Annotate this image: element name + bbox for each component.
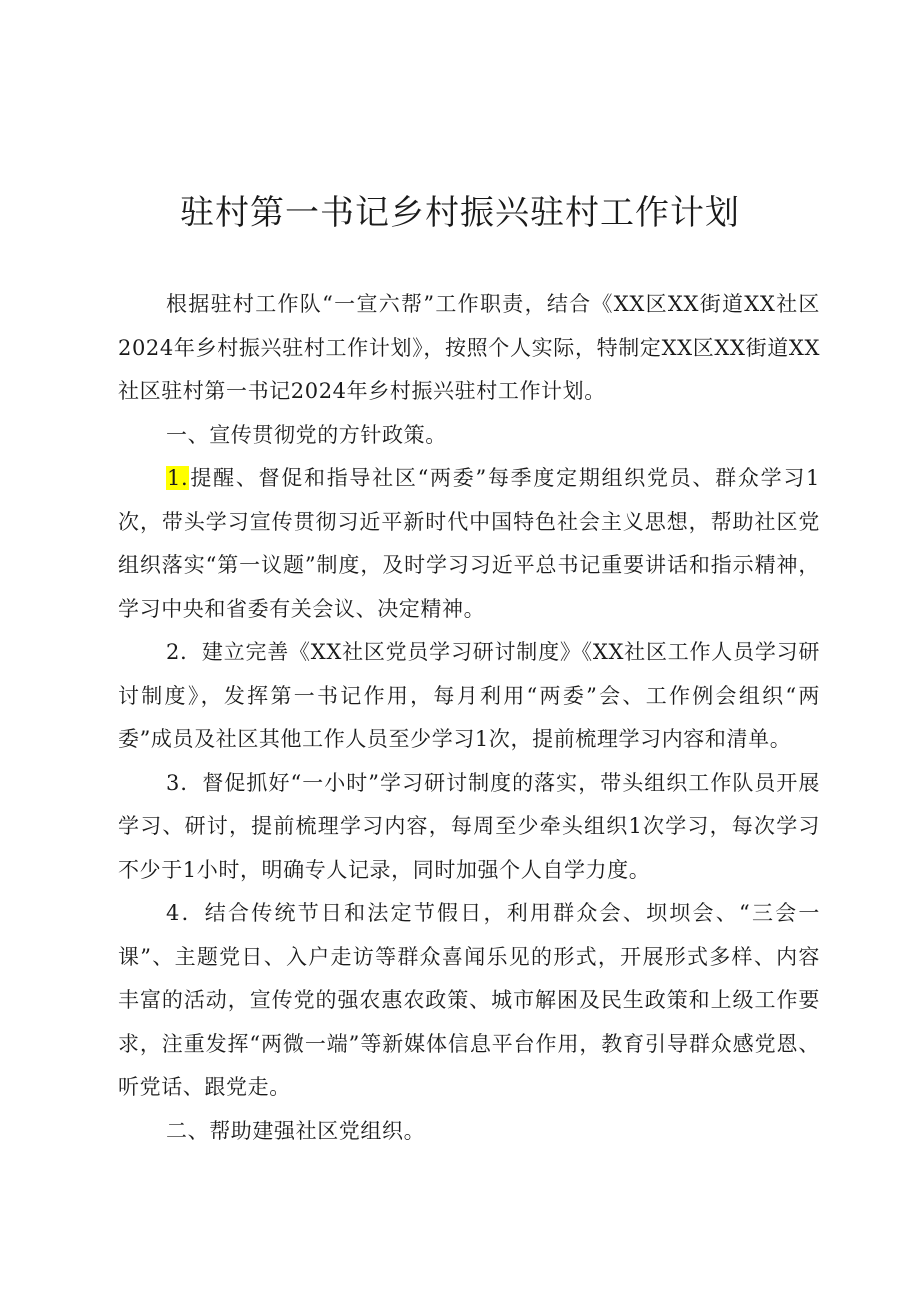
- item-2-paragraph: 2．建立完善《XX社区党员学习研讨制度》《XX社区工作人员学习研讨制度》，发挥第一书记作用，每月利用“两委”会、工作例会组织“两委”成员及社区其他工作人员至少学习1次，提前梳理学习内容和清单。: [118, 640, 820, 751]
- document-title: 驻村第一书记乡村振兴驻村工作计划: [180, 193, 740, 233]
- item-1-text: 提醒、督促和指导社区“两委”每季度定期组织党员、群众学习1次，带头学习宣传贯彻习近平新时代中国特色社会主义思想，帮助社区党组织落实“第一议题”制度，及时学习习近平总书记重要讲话和指示精神，学习中央和省委有关会议、决定精神。: [118, 466, 820, 621]
- item-3-paragraph: 3．督促抓好“一小时”学习研讨制度的落实，带头组织工作队员开展学习、研讨，提前梳理学习内容，每周至少牵头组织1次学习，每次学习不少于1小时，明确专人记录，同时加强个人自学力度。: [118, 770, 820, 882]
- highlighted-item-number: 1.: [167, 466, 189, 490]
- document-body: [118, 283, 820, 1153]
- item-4-paragraph: 4．结合传统节日和法定节假日，利用群众会、坝坝会、“三会一课”、主题党日、入户走访等群众喜闻乐见的形式，开展形式多样、内容丰富的活动，宣传党的强农惠农政策、城市解困及民生政策和上级工作要求，注重发挥“两微一端”等新媒体信息平台作用，教育引导群众感党恩、听党话、跟党走。: [118, 901, 820, 1099]
- intro-paragraph: 根据驻村工作队“一宣六帮”工作职责，结合《XX区XX街道XX社区2024年乡村振兴驻村工作计划》，按照个人实际，特制定XX区XX街道XX社区驻村第一书记2024年乡村振兴驻村工作计划。: [118, 292, 820, 403]
- section-heading-1: 一、宣传贯彻党的方针政策。: [166, 422, 447, 447]
- section-heading-2: 二、帮助建强社区党组织。: [166, 1118, 426, 1143]
- item-1-paragraph: [118, 457, 820, 631]
